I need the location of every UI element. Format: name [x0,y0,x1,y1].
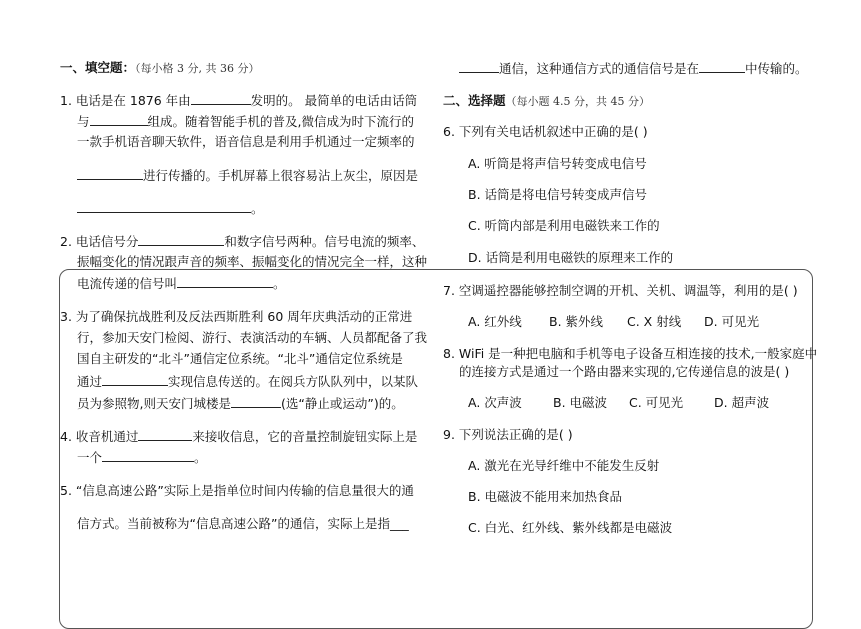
q5-text: 通信，这种通信方式的通信信号是在 [499,61,700,76]
q5-blank-2[interactable] [699,60,745,73]
q3-line-3: 国自主研发的“北斗”通信定位系统。“北斗”通信定位系统是 [77,351,403,366]
q7-option-c[interactable]: C. X 射线 [627,314,682,329]
q1-line-1 [60,92,417,109]
q1-text: 1. 电话是在 1876 年由 [60,93,191,108]
q5-blank-1[interactable] [459,60,499,73]
q2-text: 。 [273,276,286,291]
q5-continuation [459,60,808,77]
q6-stem: 6. 下列有关电话机叙述中正确的是( ) [443,124,648,139]
q1-blank-2[interactable] [90,113,148,126]
section1-heading [60,60,260,77]
q2-line-1 [60,233,424,250]
q8-option-c[interactable]: C. 可见光 [629,395,684,410]
section1-note: （每小格 3 分, 共 36 分） [135,62,260,75]
q4-line-2 [77,449,207,466]
q4-blank-2[interactable] [102,449,194,462]
q2-text: 电流传递的信号叫 [77,276,178,291]
q2-text: 2. 电话信号分 [60,234,139,249]
q3-line-4 [77,373,418,390]
q9-option-c[interactable]: C. 白光、红外线、紫外线都是电磁波 [468,520,673,535]
q7-option-a[interactable]: A. 红外线 [468,314,522,329]
q4-blank-1[interactable] [138,428,192,441]
q4-text: 。 [194,450,207,465]
q4-text: 来接收信息，它的音量控制旋钮实际上是 [192,429,418,444]
q1-blank-3[interactable] [77,167,143,180]
q9-option-b[interactable]: B. 电磁波不能用来加热食品 [468,489,623,504]
q1-line-3: 一款手机语音聊天软件，语音信息是利用手机通过一定频率的 [77,134,415,149]
q8-line-1: 8. WiFi 是一种把电脑和手机等电子设备互相连接的技术,一般家庭中 [443,346,818,361]
q6-option-d[interactable]: D. 话筒是利用电磁铁的原理来工作的 [468,250,674,265]
q1-text: 组成。随着智能手机的普及,微信成为时下流行的 [147,114,414,129]
q3-blank-1[interactable] [102,373,168,386]
q1-text: 进行传播的。手机屏幕上很容易沾上灰尘，原因是 [143,168,419,183]
q7-option-d[interactable]: D. 可见光 [704,314,760,329]
q3-blank-2[interactable] [231,395,281,408]
q8-line-2: 的连接方式是通过一个路由器来实现的,它传递信息的波是( ) [459,364,790,379]
section1-title: 一、填空题： [60,60,136,75]
section2-title: 二、选择题 [443,93,506,108]
q5-line-1: 5. “信息高速公路”实际上是指单位时间内传输的信息量很大的通 [60,483,414,498]
q6-option-c[interactable]: C. 听筒内部是利用电磁铁来工作的 [468,218,660,233]
q1-text: 发明的。 最简单的电话由话筒 [250,93,418,108]
q5-line-2: 信方式。当前被称为“信息高速公路”的通信，实际上是指___ [77,516,409,531]
q2-blank-2[interactable] [177,275,273,288]
q4-text: 4. 收音机通过 [60,429,139,444]
q9-option-a[interactable]: A. 激光在光导纤维中不能发生反射 [468,458,660,473]
q7-stem: 7. 空调遥控器能够控制空调的开机、关机、调温等，利用的是( ) [443,283,798,298]
q8-option-a[interactable]: A. 次声波 [468,395,522,410]
q1-blank-4[interactable] [77,200,251,213]
section2-note: （每小题 4.5 分，共 45 分） [505,95,650,108]
q1-line-2 [77,113,414,130]
q2-blank-1[interactable] [138,233,224,246]
q6-option-b[interactable]: B. 话筒是将电信号转变成声信号 [468,187,648,202]
q3-line-2: 行，参加天安门检阅、游行、表演活动的车辆、人员都配备了我 [77,330,428,345]
q3-text: 实现信息传送的。在阅兵方队队列中，以某队 [168,374,419,389]
q3-text: (选“静止或运动”)的。 [280,396,404,411]
q1-line-5 [77,200,264,217]
q3-line-5 [77,395,404,412]
q1-text: 与 [77,114,90,129]
q7-option-b[interactable]: B. 紫外线 [549,314,604,329]
q5-text: 中传输的。 [745,61,808,76]
q3-text: 员为参照物,则天安门城楼是 [77,396,231,411]
q1-line-4 [77,167,418,184]
q2-line-2: 振幅变化的情况跟声音的频率、振幅变化的情况完全一样，这种 [77,254,428,269]
q3-line-1: 3. 为了确保抗战胜利及反法西斯胜利 60 周年庆典活动的正常进 [60,309,413,324]
q3-text: 通过 [77,374,103,389]
q4-line-1 [60,428,417,445]
q9-stem: 9. 下列说法正确的是( ) [443,427,573,442]
q2-text: 和数字信号两种。信号电流的频率、 [224,234,425,249]
q2-line-3 [77,275,286,292]
q1-text: 。 [251,201,264,216]
q6-option-a[interactable]: A. 听筒是将声信号转变成电信号 [468,156,647,171]
q1-blank-1[interactable] [191,92,251,105]
q8-option-d[interactable]: D. 超声波 [714,395,770,410]
q4-text: 一个 [77,450,103,465]
q8-option-b[interactable]: B. 电磁波 [553,395,608,410]
section2-heading [443,93,650,110]
